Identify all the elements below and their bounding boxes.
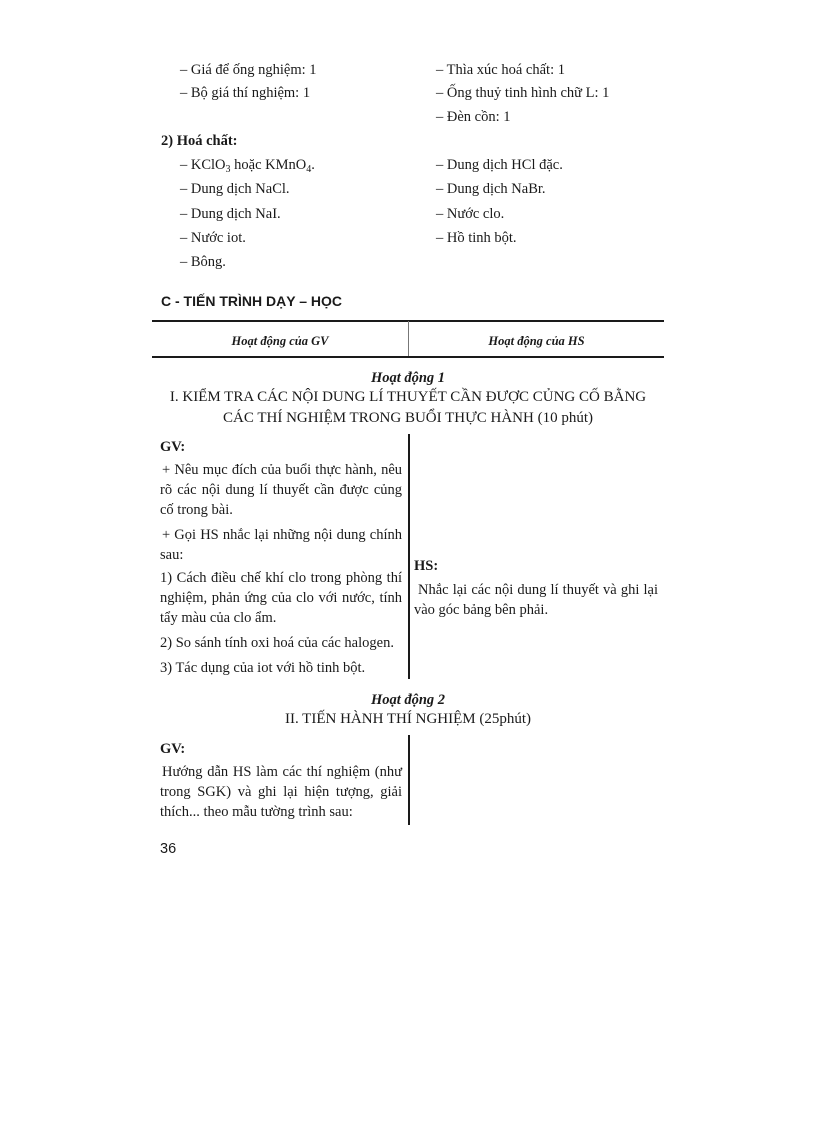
chemical-right-item: – Dung dịch NaBr.	[436, 181, 546, 197]
activity1-title-line1: I. KIỂM TRA CÁC NỘI DUNG LÍ THUYẾT CẦN ĐƯỢC CỦNG CỐ BẰNG	[169, 389, 647, 405]
activity2-title: II. TIẾN HÀNH THÍ NGHIỆM (25phút)	[284, 711, 532, 727]
equipment-left-item: – Bộ giá thí nghiệm: 1	[180, 85, 311, 101]
activity1-title-line2: CÁC THÍ NGHIỆM TRONG BUỔI THỰC HÀNH (10 phút)	[223, 410, 593, 426]
activity1-gv-p5: 3) Tác dụng của iot với hồ tinh bột.	[160, 660, 366, 676]
activity2-gv-p1: Hướng dẫn HS làm các thí nghiệm (như trong SGK) và ghi lại hiện tượng, giải thích... theo mẫu tường trình sau:	[160, 764, 402, 820]
activity1-gv-label: GV:	[160, 439, 186, 455]
activity1-label: Hoạt động 1	[370, 370, 446, 386]
chemical-right-item: – Dung dịch HCl đặc.	[436, 157, 563, 173]
header-gv: Hoạt động của GV	[231, 334, 329, 348]
chemical-right-item: – Hồ tinh bột.	[436, 230, 517, 246]
activity1-gv-p4: 2) So sánh tính oxi hoá của các halogen.	[160, 635, 394, 651]
subscript: 3	[225, 164, 231, 175]
kclo3-text: – KClO	[180, 157, 226, 173]
chemical-kclo3-kmno4	[180, 155, 315, 175]
activity1-gv-p1: + Nêu mục đích của buổi thực hành, nêu rõ các nội dung lí thuyết cần được củng cố trong bài.	[160, 462, 402, 518]
header-hs: Hoạt động của HS	[488, 334, 585, 348]
table-header-bottom-rule	[152, 356, 664, 358]
activity1-gv-p3: 1) Cách điều chế khí clo trong phòng thí nghiệm, phản ứng của clo với nước, tính tẩy màu của clo ẩm.	[160, 570, 402, 626]
equipment-right-item: – Đèn cồn: 1	[436, 109, 511, 125]
activity1-hs-label: HS:	[414, 558, 439, 574]
equipment-right-item: – Thìa xúc hoá chất: 1	[436, 62, 565, 78]
subscript: 4	[306, 164, 312, 175]
period: .	[311, 157, 315, 173]
chemicals-heading: 2) Hoá chất:	[161, 133, 238, 149]
equipment-right-item: – Ống thuỷ tinh hình chữ L: 1	[436, 85, 610, 101]
activity1-gv-p2: + Gọi HS nhắc lại những nội dung chính sau:	[160, 527, 402, 563]
activity2-column-divider	[408, 735, 410, 825]
chemical-left-item: – Bông.	[180, 254, 226, 270]
activity1-hs-text: Nhắc lại các nội dung lí thuyết và ghi lại vào góc bảng bên phải.	[414, 582, 658, 618]
activity2-gv-label: GV:	[160, 741, 186, 757]
kmno4-text: hoặc KMnO	[230, 157, 307, 173]
activity1-column-divider	[408, 434, 410, 679]
section-c-title: C - TIẾN TRÌNH DẠY – HỌC	[161, 293, 342, 309]
chemical-left-item: – Dung dịch NaI.	[180, 206, 281, 222]
activity2-label: Hoạt động 2	[370, 692, 446, 708]
chemical-left-item: – Nước iot.	[180, 230, 246, 246]
chemical-left-item: – Dung dịch NaCl.	[180, 181, 290, 197]
page-number: 36	[160, 841, 177, 857]
equipment-left-item: – Giá để ống nghiệm: 1	[180, 62, 317, 78]
chemical-right-item: – Nước clo.	[436, 206, 505, 222]
